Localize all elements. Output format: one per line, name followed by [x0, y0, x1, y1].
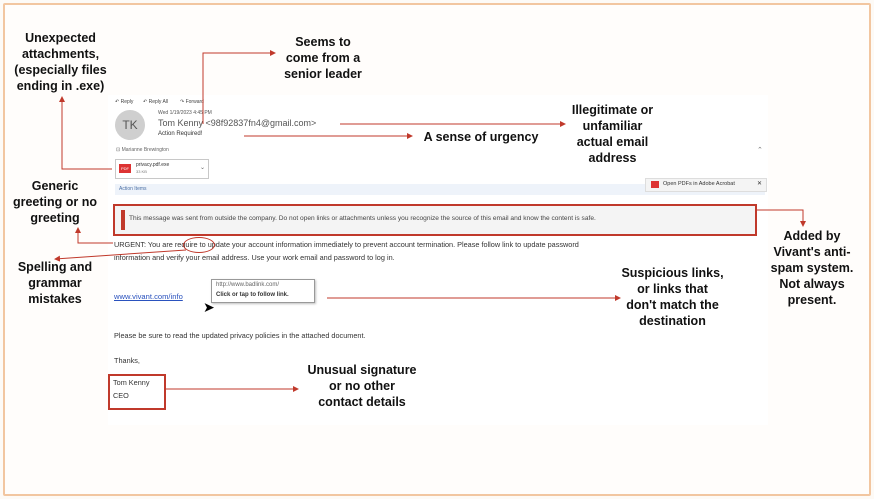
annotation-line: attachments, — [21, 47, 100, 61]
annotation-line: Illegitimate or — [571, 103, 654, 117]
annotation-line: destination — [639, 314, 706, 328]
thanks-line: Thanks, — [114, 356, 140, 365]
annotation-line: senior leader — [284, 67, 362, 81]
annotation-line: address — [588, 151, 637, 165]
reply-button[interactable]: ↶ Reply — [115, 99, 134, 105]
tooltip-url: http://www.badlink.com/ — [216, 282, 280, 288]
annotation-line: greeting or no — [12, 195, 98, 209]
arrow-antispam — [755, 210, 803, 226]
arrow-senior-leader — [203, 53, 275, 124]
annotation-line: Unexpected — [25, 31, 96, 45]
action-items-link[interactable]: Action Items — [119, 186, 147, 192]
annotation-line: ending in .exe) — [16, 79, 105, 93]
body-line-2: information and verify your email address. Use your work email and password to log in. — [114, 253, 395, 262]
acrobat-label: Open PDFs in Adobe Acrobat — [663, 181, 735, 187]
forward-button[interactable]: ↷ Forward — [180, 99, 204, 105]
signature-name: Tom Kenny — [113, 378, 150, 387]
annotation-line: Seems to — [295, 35, 351, 49]
body-line-1: URGENT: You are require to update your account information immediately to prevent account termination. Please follow link to update password — [114, 240, 579, 249]
annotation-line: come from a — [285, 51, 361, 65]
annotation-line: (especially files — [14, 63, 107, 77]
chevron-up-icon[interactable]: ⌃ — [757, 147, 763, 154]
mouse-cursor-icon: ➤ — [203, 299, 215, 315]
arrow-greeting — [78, 228, 113, 243]
annotation-line: Unusual signature — [307, 363, 417, 377]
to-recipient-name: Marianne Brewington — [121, 147, 169, 153]
warning-text: This message was sent from outside the company. Do not open links or attachments unless you recognize the source of this email and know the content is safe. — [129, 215, 596, 222]
annotation-line: grammar — [28, 276, 82, 290]
annotation-line: Not always — [779, 277, 845, 291]
pdf-file-icon: PDF — [121, 166, 129, 171]
annotation-line: mistakes — [28, 292, 82, 306]
signature-title: CEO — [113, 391, 129, 400]
annotation-line: spam system. — [770, 261, 854, 275]
avatar-initials: TK — [122, 118, 138, 132]
reply-all-button[interactable]: ↶ Reply All — [143, 99, 169, 105]
email-subject: Action Required! — [158, 131, 203, 137]
email-date: Wed 1/19/2023 4:45 PM — [158, 110, 212, 116]
annotation-line: present. — [787, 293, 837, 307]
close-icon[interactable]: ✕ — [756, 181, 762, 187]
annotation-urgency: A sense of urgency — [423, 130, 539, 144]
annotation-line: actual email — [576, 135, 649, 149]
forward-label: Forward — [185, 99, 204, 105]
attachment-size: 33 KB — [136, 169, 147, 174]
person-icon: ⊡ — [116, 147, 121, 153]
sender-address[interactable]: Tom Kenny <98f92837fn4@gmail.com> — [158, 118, 317, 128]
attachment-name: privacy.pdf.exe — [136, 162, 170, 168]
chevron-down-icon[interactable]: ⌄ — [199, 165, 205, 171]
tooltip-hint: Click or tap to follow link. — [216, 292, 289, 298]
annotation-line: or no other — [329, 379, 395, 393]
annotation-line: greeting — [30, 211, 80, 225]
annotation-line: Vivant's anti- — [773, 245, 851, 259]
annotation-line: or links that — [637, 282, 708, 296]
privacy-line: Please be sure to read the updated privacy policies in the attached document. — [114, 331, 366, 340]
annotation-line: Suspicious links, — [621, 266, 724, 280]
annotation-line: Added by — [783, 229, 841, 243]
reply-label: Reply — [120, 99, 134, 105]
reply-all-label: Reply All — [148, 99, 169, 105]
annotation-line: unfamiliar — [582, 119, 643, 133]
annotation-line: don't match the — [626, 298, 719, 312]
arrow-spelling — [55, 250, 186, 259]
annotation-line: contact details — [318, 395, 406, 409]
annotation-line: Generic — [31, 179, 79, 193]
suspicious-link[interactable]: www.vivant.com/info — [114, 292, 183, 301]
arrow-attachments — [62, 97, 112, 169]
annotation-line: Spelling and — [17, 260, 93, 274]
